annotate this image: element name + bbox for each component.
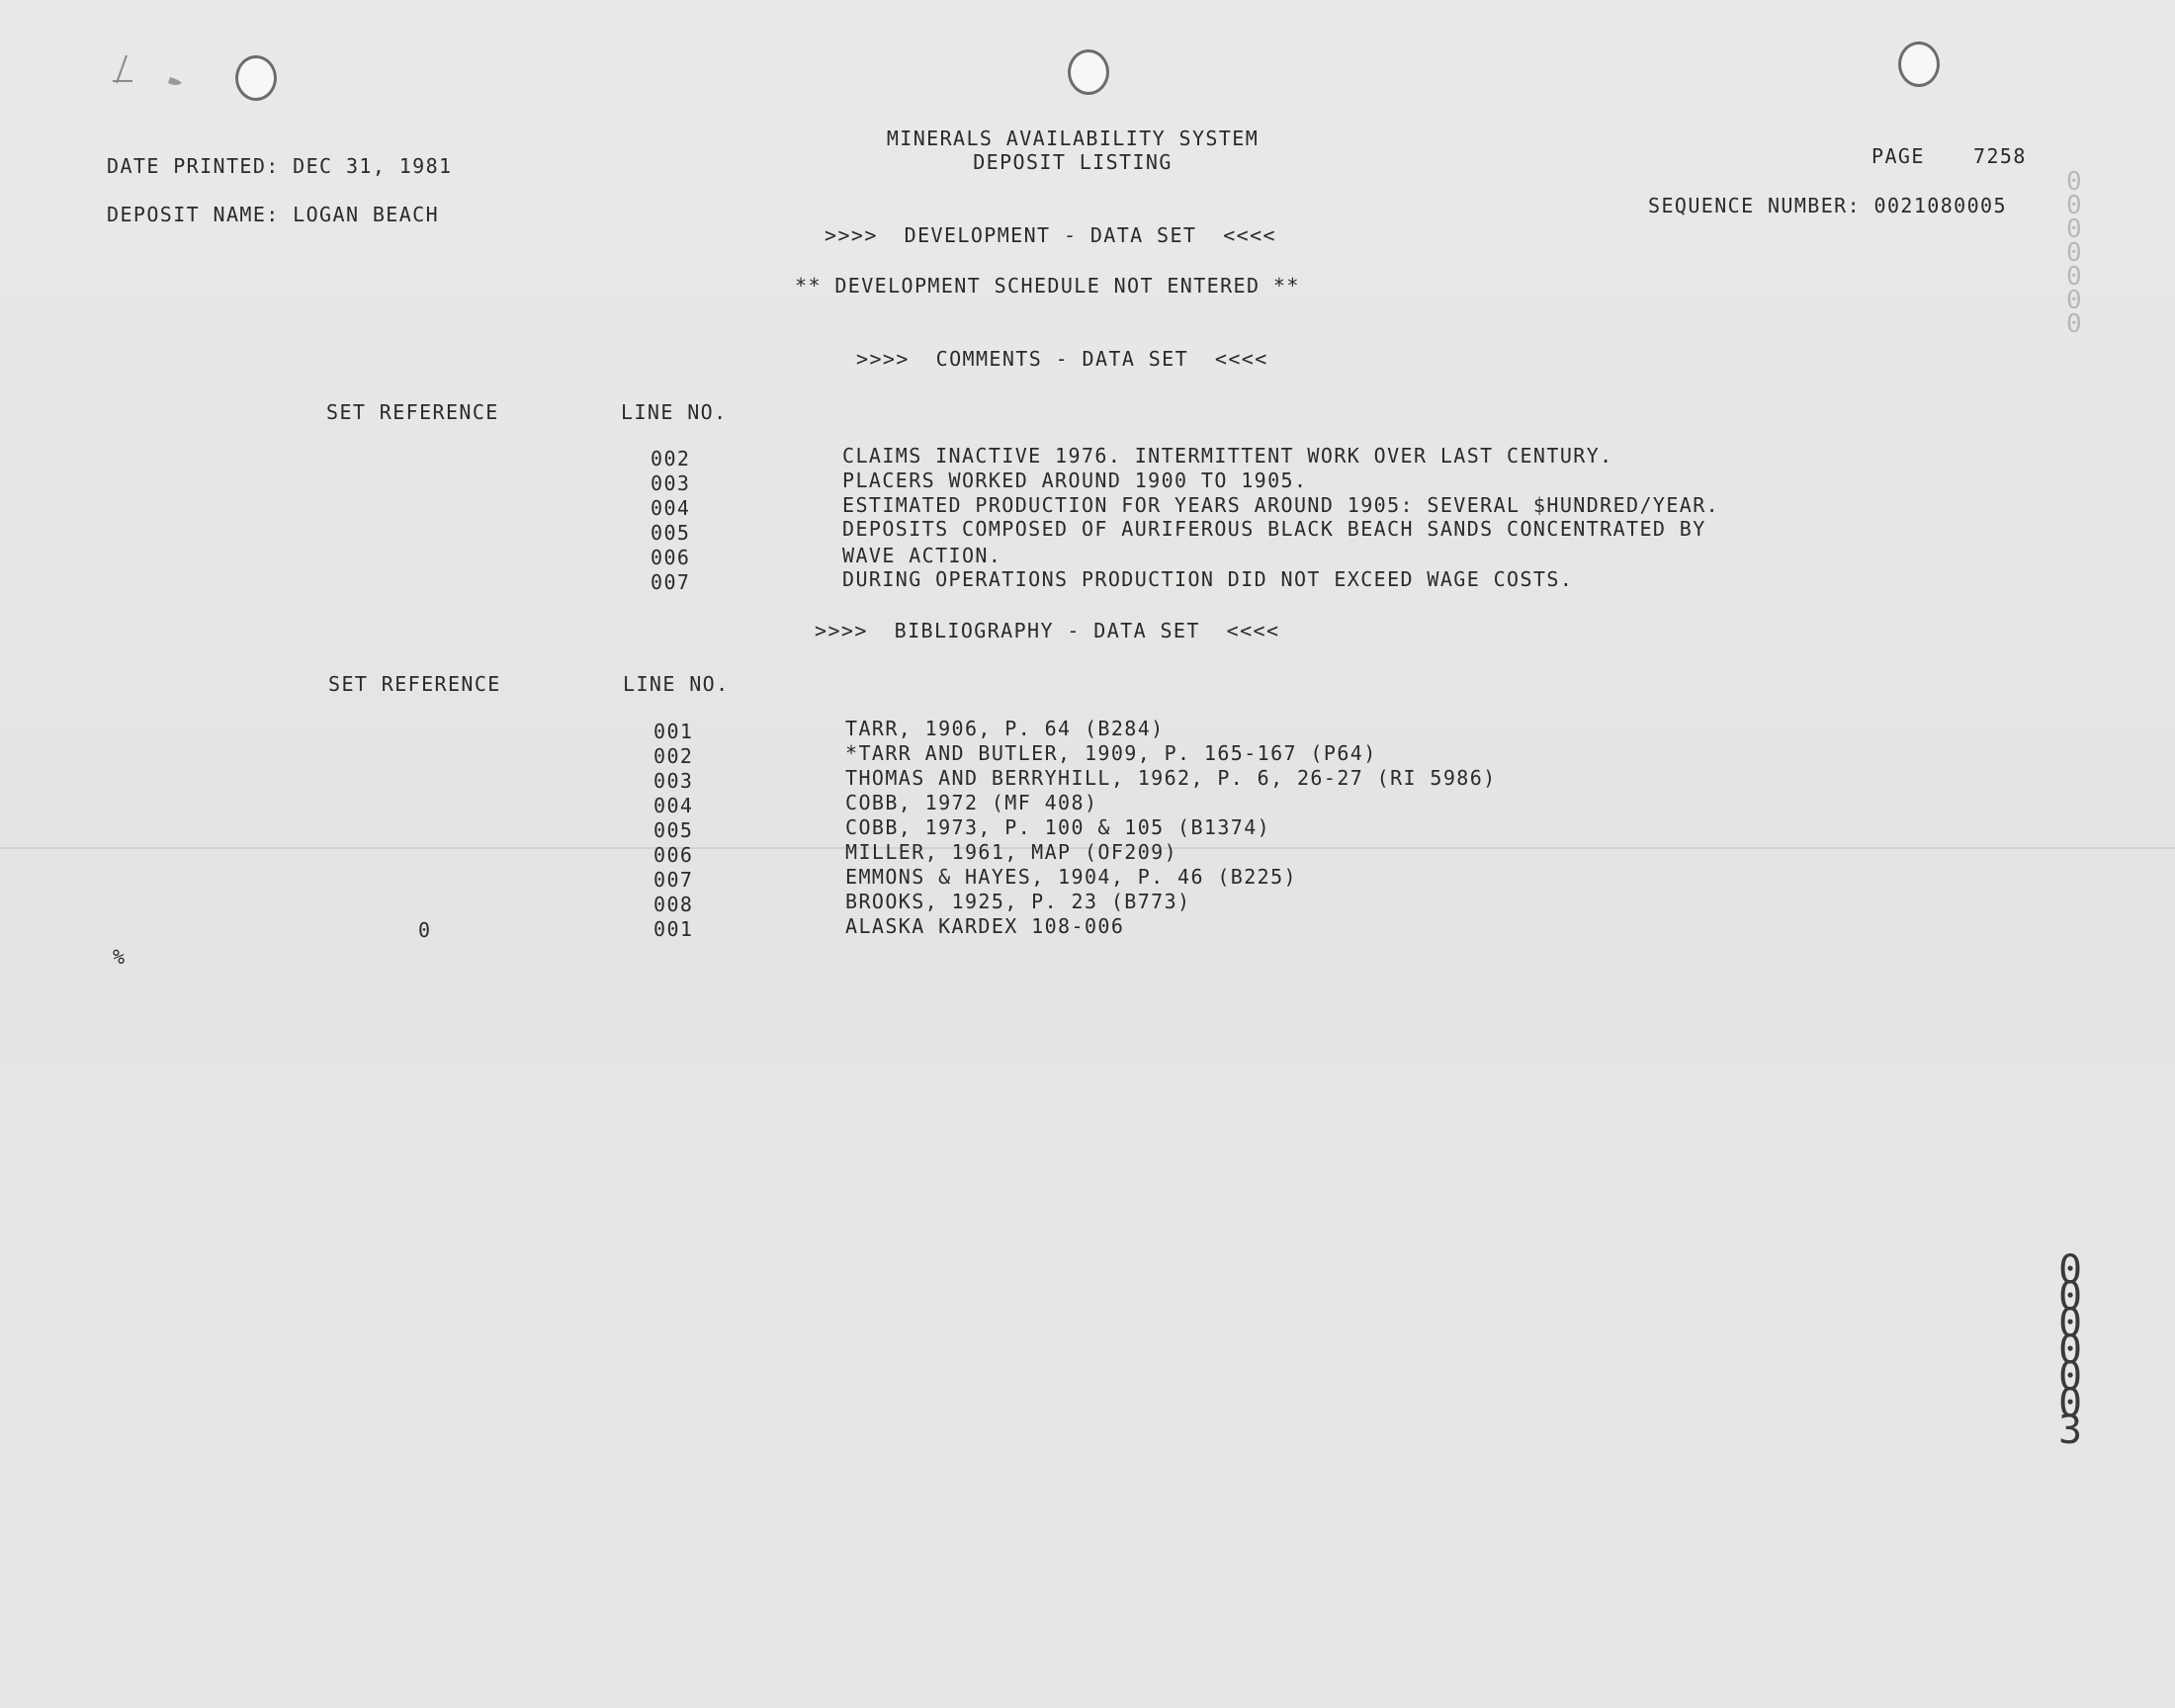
system-title: MINERALS AVAILABILITY SYSTEM (886, 127, 1260, 150)
sequence-number: SEQUENCE NUMBER: 0021080005 (1648, 194, 2007, 217)
comment-text: CLAIMS INACTIVE 1976. INTERMITTENT WORK OVER LAST CENTURY. (842, 444, 1613, 468)
line-number: 005 (653, 818, 694, 842)
bibliography-col-line-no: LINE NO. (623, 672, 730, 696)
line-number: 006 (651, 546, 691, 569)
listing-title: DEPOSIT LISTING (973, 150, 1173, 174)
citation-text: EMMONS & HAYES, 1904, P. 46 (B225) (845, 865, 1297, 889)
line-number: 005 (651, 521, 691, 545)
citation-text: ALASKA KARDEX 108-006 (845, 914, 1125, 938)
bibliography-heading: >>>> BIBLIOGRAPHY - DATA SET <<<< (815, 619, 1280, 642)
line-number: 004 (653, 794, 694, 817)
punch-hole-right (1898, 42, 1940, 87)
line-number: 002 (651, 447, 691, 470)
bibliography-col-set-reference: SET REFERENCE (328, 672, 501, 696)
end-of-record-mark: % (113, 945, 127, 969)
line-number: 001 (653, 917, 694, 941)
line-number: 002 (653, 744, 694, 768)
comment-text: DURING OPERATIONS PRODUCTION DID NOT EXCEED WAGE COSTS. (842, 567, 1574, 591)
punch-hole-center (1068, 49, 1109, 95)
comment-text: WAVE ACTION. (842, 544, 1002, 567)
line-number: 003 (653, 769, 694, 793)
date-printed: DATE PRINTED: DEC 31, 1981 (107, 154, 453, 178)
comments-col-set-reference: SET REFERENCE (326, 400, 499, 424)
line-number: 001 (653, 720, 694, 743)
page-label: PAGE (1871, 144, 1925, 168)
set-reference-value: 0 (418, 918, 432, 942)
line-number: 007 (651, 570, 691, 594)
development-note: ** DEVELOPMENT SCHEDULE NOT ENTERED ** (795, 274, 1300, 298)
comment-text: DEPOSITS COMPOSED OF AURIFEROUS BLACK BEACH SANDS CONCENTRATED BY (842, 517, 1706, 541)
comment-text: ESTIMATED PRODUCTION FOR YEARS AROUND 1905: SEVERAL $HUNDRED/YEAR. (842, 493, 1720, 517)
page-number: 7258 (1973, 144, 2027, 168)
citation-text: COBB, 1973, P. 100 & 105 (B1374) (845, 815, 1271, 839)
comment-text: PLACERS WORKED AROUND 1900 TO 1905. (842, 469, 1308, 492)
development-heading: >>>> DEVELOPMENT - DATA SET <<<< (825, 223, 1276, 247)
line-number: 006 (653, 843, 694, 867)
line-number: 007 (653, 868, 694, 892)
pencil-mark (109, 47, 188, 97)
faint-margin-number: 0000000 (2066, 167, 2082, 339)
comments-col-line-no: LINE NO. (621, 400, 728, 424)
citation-text: COBB, 1972 (MF 408) (845, 791, 1098, 814)
citation-text: *TARR AND BUTLER, 1909, P. 165-167 (P64) (845, 741, 1377, 765)
punch-hole-left (235, 55, 277, 101)
citation-text: MILLER, 1961, MAP (OF209) (845, 840, 1178, 864)
comments-heading: >>>> COMMENTS - DATA SET <<<< (856, 347, 1268, 371)
margin-frame-number: 0000003 (2058, 1247, 2083, 1453)
citation-text: TARR, 1906, P. 64 (B284) (845, 717, 1165, 740)
citation-text: THOMAS AND BERRYHILL, 1962, P. 6, 26-27 (RI 5986) (845, 766, 1497, 790)
citation-text: BROOKS, 1925, P. 23 (B773) (845, 890, 1191, 913)
line-number: 008 (653, 893, 694, 916)
line-number: 003 (651, 471, 691, 495)
line-number: 004 (651, 496, 691, 520)
deposit-name: DEPOSIT NAME: LOGAN BEACH (107, 203, 440, 226)
